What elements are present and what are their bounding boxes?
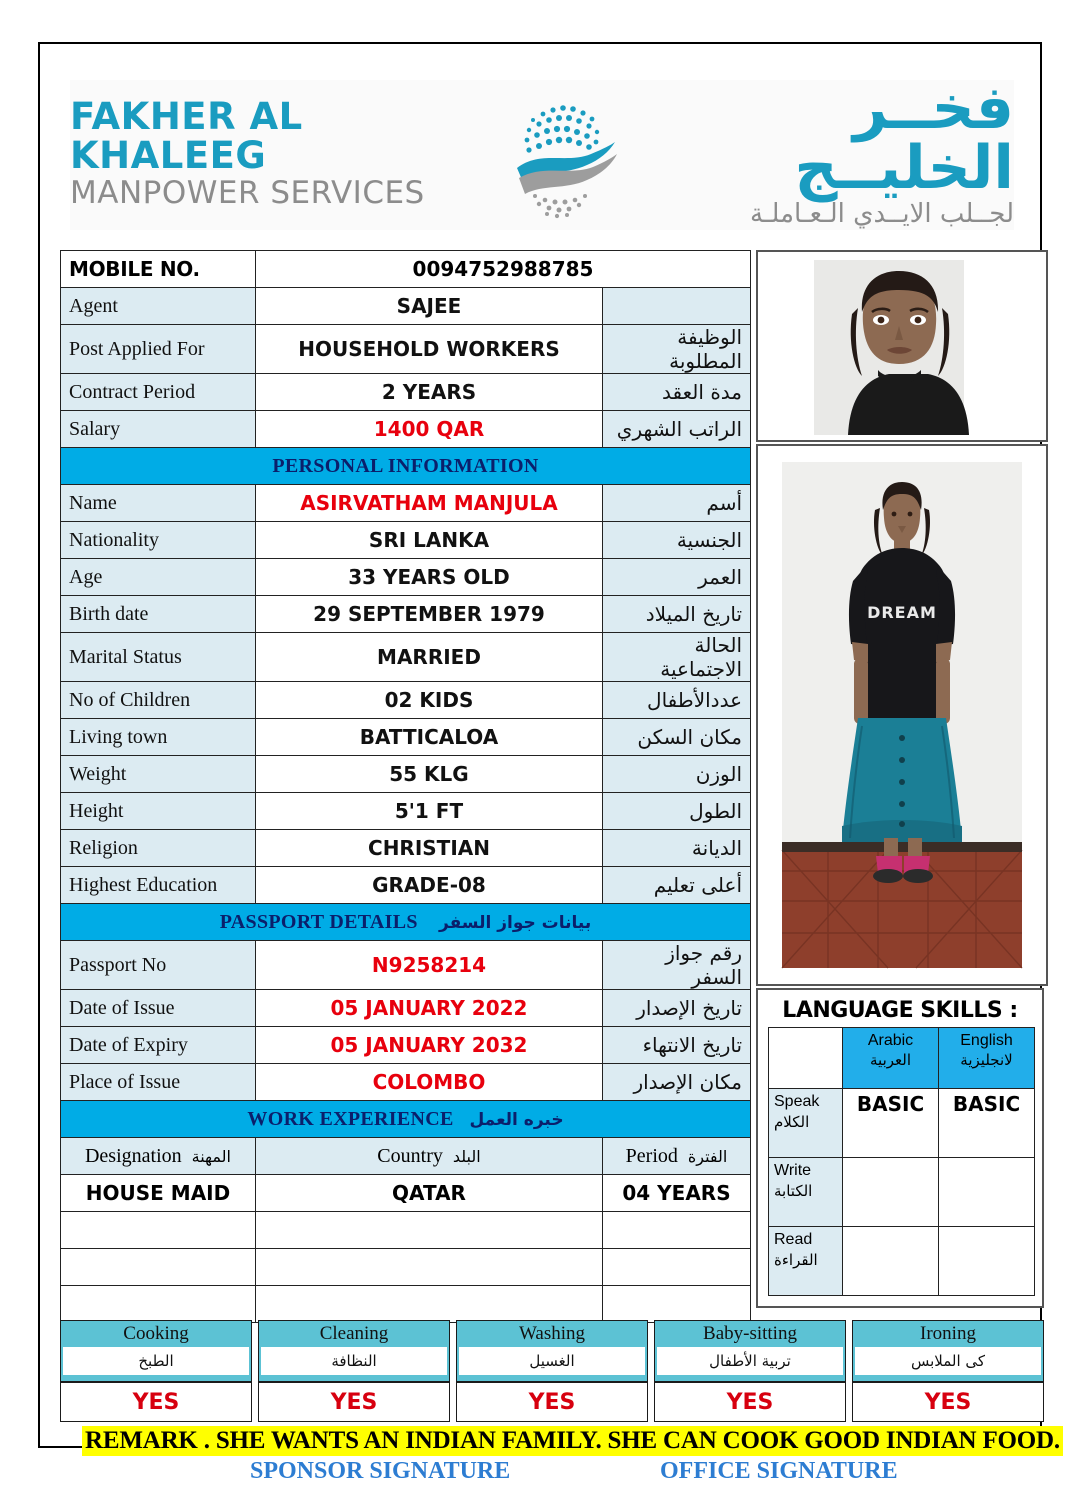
table-row: [61, 288, 751, 325]
office-signature-label: OFFICE SIGNATURE: [660, 1458, 898, 1484]
personal-arabic-3: تاريخ الميلاد: [603, 596, 751, 633]
skill-name-arabic-4: كى الملابس: [855, 1347, 1041, 1375]
work-header-2: Period الفترة: [603, 1138, 751, 1175]
table-row: [61, 756, 751, 793]
work-designation-3: [61, 1286, 256, 1323]
table-row: [61, 596, 751, 633]
language-header-row: [769, 1028, 1035, 1089]
personal-value-8: 5'1 FT: [256, 793, 603, 830]
skill-value-0: YES: [60, 1382, 252, 1422]
top-row-label-1: Post Applied For: [61, 325, 256, 374]
top-row-arabic-1: الوظيفة المطلوبة: [603, 325, 751, 374]
top-row-value-2: 2 YEARS: [256, 374, 603, 411]
skill-name-2: Washing: [518, 1323, 586, 1344]
skill-value-2: YES: [456, 1382, 648, 1422]
language-arabic-level-1: [843, 1158, 939, 1227]
personal-arabic-5: عددالأطفال: [603, 682, 751, 719]
language-row: [769, 1158, 1035, 1227]
logo-company-name: FAKHER AL KHALEEG: [70, 95, 303, 178]
work-experience-row: [61, 1286, 751, 1323]
work-period-0: 04 YEARS: [603, 1175, 751, 1212]
skill-value-3: YES: [654, 1382, 846, 1422]
top-row-value-3: 1400 QAR: [256, 411, 603, 448]
skill-name-3: Baby-sitting: [703, 1323, 797, 1344]
logo-text-english: [70, 95, 495, 212]
company-logo-band: [70, 73, 1014, 230]
skill-header-2: [456, 1320, 648, 1382]
table-row: [61, 1027, 751, 1064]
work-period-1: [603, 1212, 751, 1249]
skill-name-arabic-0: الطبخ: [63, 1347, 249, 1375]
table-row: [61, 485, 751, 522]
passport-label-0: Passport No: [61, 941, 256, 990]
work-experience-row: [61, 1175, 751, 1212]
table-row: [61, 522, 751, 559]
table-row: [61, 793, 751, 830]
passport-label-1: Date of Issue: [61, 990, 256, 1027]
personal-label-1: Nationality: [61, 522, 256, 559]
logo-company-tagline: MANPOWER SERVICES: [70, 175, 425, 212]
passport-photo: [756, 250, 1048, 442]
work-period-3: [603, 1286, 751, 1323]
personal-arabic-9: الديانة: [603, 830, 751, 867]
personal-label-9: Religion: [61, 830, 256, 867]
table-row: [61, 867, 751, 904]
language-arabic-level-0: BASIC: [843, 1089, 939, 1158]
section-header-personal: [61, 448, 751, 485]
logo-mark-icon: [495, 90, 630, 220]
personal-arabic-7: الوزن: [603, 756, 751, 793]
language-corner-cell: [769, 1028, 843, 1089]
table-row: [61, 941, 751, 990]
personal-label-7: Weight: [61, 756, 256, 793]
top-row-label-0: Agent: [61, 288, 256, 325]
language-english-level-0: BASIC: [939, 1089, 1035, 1158]
work-country-0: QATAR: [256, 1175, 603, 1212]
personal-label-3: Birth date: [61, 596, 256, 633]
language-skills-table: [768, 1027, 1035, 1296]
work-designation-0: HOUSE MAID: [61, 1175, 256, 1212]
language-row-label-1: Write الكتابة: [769, 1158, 843, 1227]
language-english-level-2: [939, 1227, 1035, 1296]
language-skills-title: LANGUAGE SKILLS :: [782, 998, 1018, 1023]
top-row-label-2: Contract Period: [61, 374, 256, 411]
passport-photo-image: [758, 252, 1046, 440]
section-header-personal-text: PERSONAL INFORMATION: [61, 448, 751, 485]
skill-name-arabic-2: الغسيل: [459, 1347, 645, 1375]
skill-value-1: YES: [258, 1382, 450, 1422]
personal-value-2: 33 YEARS OLD: [256, 559, 603, 596]
personal-label-0: Name: [61, 485, 256, 522]
personal-label-6: Living town: [61, 719, 256, 756]
skills-header-row: [60, 1320, 1044, 1382]
work-country-3: [256, 1286, 603, 1323]
section-header-passport-text: PASSPORT DETAILS بيانات جواز السفر: [61, 904, 751, 941]
personal-label-5: No of Children: [61, 682, 256, 719]
work-header-0: Designation المهنة: [61, 1138, 256, 1175]
logo-arabic-main: فخــر الخليــج: [794, 73, 1014, 204]
sponsor-signature-label: SPONSOR SIGNATURE: [250, 1458, 511, 1484]
table-row: [61, 559, 751, 596]
language-column-1: English لانجليزية: [939, 1028, 1035, 1089]
work-designation-2: [61, 1249, 256, 1286]
skill-name-4: Ironing: [920, 1323, 976, 1344]
passport-arabic-0: رقم جواز السفر: [603, 941, 751, 990]
work-header-1: Country البلد: [256, 1138, 603, 1175]
language-row-label-2: Read القراءة: [769, 1227, 843, 1296]
skill-name-arabic-3: تربية الأطفال: [657, 1347, 843, 1375]
personal-value-1: SRI LANKA: [256, 522, 603, 559]
remark-banner: REMARK . SHE WANTS AN INDIAN FAMILY. SHE CAN COOK GOOD INDIAN FOOD.: [82, 1426, 1063, 1456]
personal-value-9: CHRISTIAN: [256, 830, 603, 867]
personal-label-10: Highest Education: [61, 867, 256, 904]
logo-arabic-sub: لجــلب الايــدي الـعـاملـة: [749, 199, 1014, 230]
work-experience-row: [61, 1212, 751, 1249]
svg-text:DREAM: DREAM: [867, 603, 937, 622]
table-row: [61, 1064, 751, 1101]
language-row: [769, 1227, 1035, 1296]
personal-value-10: GRADE-08: [256, 867, 603, 904]
biodata-table-body: [61, 251, 751, 1323]
document-page: [38, 42, 1060, 1484]
table-row-mobile: [61, 251, 751, 288]
passport-label-2: Date of Expiry: [61, 1027, 256, 1064]
top-row-value-1: HOUSEHOLD WORKERS: [256, 325, 603, 374]
logo-text-arabic: [630, 73, 1014, 232]
personal-value-6: BATTICALOA: [256, 719, 603, 756]
personal-label-8: Height: [61, 793, 256, 830]
personal-label-2: Age: [61, 559, 256, 596]
language-row-label-0: Speak الكلام: [769, 1089, 843, 1158]
passport-arabic-2: تاريخ الانتهاء: [603, 1027, 751, 1064]
work-country-1: [256, 1212, 603, 1249]
passport-value-2: 05 JANUARY 2032: [256, 1027, 603, 1064]
table-row: [61, 325, 751, 374]
language-english-level-1: [939, 1158, 1035, 1227]
personal-value-4: MARRIED: [256, 633, 603, 682]
passport-arabic-1: تاريخ الإصدار: [603, 990, 751, 1027]
personal-arabic-8: الطول: [603, 793, 751, 830]
full-body-photo-image: [758, 446, 1046, 984]
language-arabic-level-2: [843, 1227, 939, 1296]
skill-name-1: Cleaning: [319, 1323, 389, 1344]
personal-arabic-0: أسم: [603, 485, 751, 522]
table-row: [61, 374, 751, 411]
passport-value-3: COLOMBO: [256, 1064, 603, 1101]
personal-value-5: 02 KIDS: [256, 682, 603, 719]
skill-header-0: [60, 1320, 252, 1382]
passport-value-1: 05 JANUARY 2022: [256, 990, 603, 1027]
passport-arabic-3: مكان الإصدار: [603, 1064, 751, 1101]
top-row-arabic-3: الراتب الشهري: [603, 411, 751, 448]
biodata-table: [60, 250, 751, 1323]
top-row-label-3: Salary: [61, 411, 256, 448]
personal-arabic-4: الحالة الاجتماعية: [603, 633, 751, 682]
skill-header-3: [654, 1320, 846, 1382]
personal-arabic-10: أعلى تعليم: [603, 867, 751, 904]
personal-arabic-6: مكان السكن: [603, 719, 751, 756]
top-row-arabic-2: مدة العقد: [603, 374, 751, 411]
top-row-value-0: SAJEE: [256, 288, 603, 325]
table-row: [61, 633, 751, 682]
language-row: [769, 1089, 1035, 1158]
top-row-arabic-0: [603, 288, 751, 325]
language-skills-panel: [756, 988, 1044, 1308]
personal-value-3: 29 SEPTEMBER 1979: [256, 596, 603, 633]
section-header-work: [61, 1101, 751, 1138]
table-row: [61, 830, 751, 867]
skill-header-4: [852, 1320, 1044, 1382]
work-period-2: [603, 1249, 751, 1286]
section-header-passport: [61, 904, 751, 941]
work-designation-1: [61, 1212, 256, 1249]
full-body-photo: [756, 444, 1048, 986]
personal-arabic-1: الجنسية: [603, 522, 751, 559]
personal-arabic-2: العمر: [603, 559, 751, 596]
personal-value-7: 55 KLG: [256, 756, 603, 793]
skill-value-4: YES: [852, 1382, 1044, 1422]
table-row: [61, 682, 751, 719]
passport-label-3: Place of Issue: [61, 1064, 256, 1101]
work-experience-header-row: [61, 1138, 751, 1175]
work-experience-row: [61, 1249, 751, 1286]
skills-value-row: [60, 1382, 1044, 1422]
language-skills-body: [769, 1028, 1035, 1296]
table-row: [61, 411, 751, 448]
skill-name-0: Cooking: [123, 1323, 189, 1344]
mobile-no-value: 0094752988785: [256, 251, 751, 288]
passport-value-0: N9258214: [256, 941, 603, 990]
language-column-0: Arabic العربية: [843, 1028, 939, 1089]
mobile-no-label: MOBILE NO.: [61, 251, 256, 288]
work-country-2: [256, 1249, 603, 1286]
personal-label-4: Marital Status: [61, 633, 256, 682]
skill-name-arabic-1: النظافة: [261, 1347, 447, 1375]
table-row: [61, 990, 751, 1027]
skill-header-1: [258, 1320, 450, 1382]
section-header-work-text: WORK EXPERIENCE خبره العمل: [61, 1101, 751, 1138]
table-row: [61, 719, 751, 756]
personal-value-0: ASIRVATHAM MANJULA: [256, 485, 603, 522]
